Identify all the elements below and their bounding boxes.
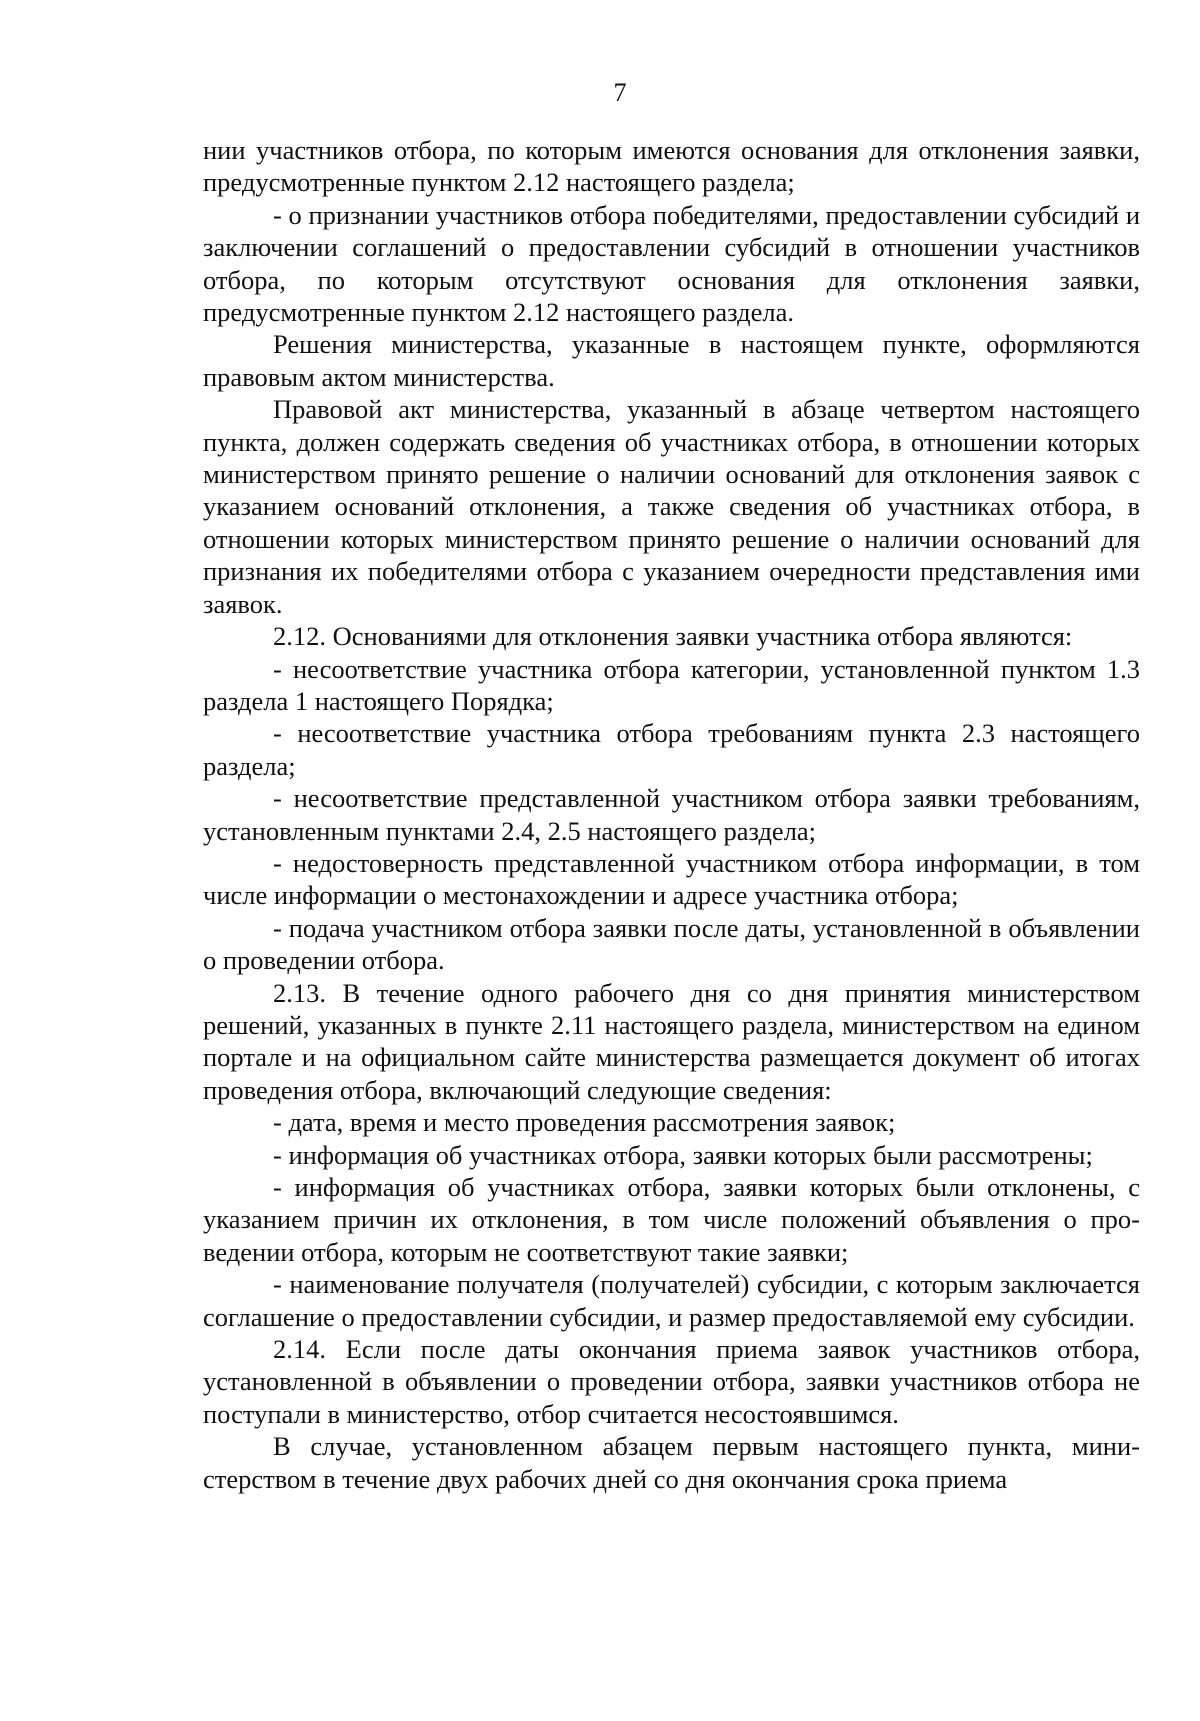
paragraph: - несоответствие участника отбора требованиям пункта 2.3 настоящего раздела; [203, 718, 1140, 781]
paragraph: нии участников отбора, по которым имеются основания для отклонения заявки, предусмотренные пунктом 2.12 настоящего раздела; [203, 135, 1140, 198]
paragraph: Решения министерства, указанные в настоящем пункте, оформляются правовым актом министерства. [203, 329, 1140, 392]
paragraph: Правовой акт министерства, указанный в абзаце четвертом настоящего пункта, должен содержать сведения об участниках отбора, в отношении которых министерством принято решение о наличии оснований для отклонения заявок с указанием оснований отклонения, а также сведения об участниках отбора, в отношении которых министерством принято решение о наличии оснований для признания их победителями отбора с указанием очередности представления ими заявок. [203, 394, 1140, 619]
paragraph: 2.14. Если после даты окончания приема заявок участников отбора, установленной в объявлении о проведении отбора, заявки участников отбора не поступали в министерство, отбор считается несостоявшимся. [203, 1334, 1140, 1429]
paragraph: - недостоверность представленной участником отбора информации, в том числе информации о местонахождении и адресе участника отбора; [203, 847, 1140, 911]
paragraph: 2.12. Основаниями для отклонения заявки участника отбора являются: [273, 621, 1073, 652]
paragraph: - несоответствие представленной участником отбора заявки требованиям, установленным пунктами 2.4, 2.5 настоящего раздела; [203, 783, 1140, 846]
paragraph: - о признании участников отбора победителями, предоставлении субсидий и заключении соглашений о предоставлении субсидий в отношении участников отбора, по которым отсутствуют основания для отклонения заявки, предусмотренные пунктом 2.12 настоящего раздела. [203, 199, 1140, 328]
page-number: 7 [613, 78, 627, 107]
paragraph: - дата, время и место проведения рассмотрения заявок; [273, 1107, 896, 1138]
paragraph: - подача участником отбора заявки после даты, установленной в объявлении о проведении отбора. [203, 912, 1140, 976]
paragraph: В случае, установленном абзацем первым настоящего пункта, министерством в течение двух рабочих дней со дня окончания срока приема [203, 1431, 1140, 1494]
paragraph: - информация об участниках отбора, заявки которых были отклонены, с указанием причин их отклонения, в том числе положений объявления о проведении отбора, которым не соответствуют такие заявки; [203, 1172, 1140, 1267]
paragraph: 2.13. В течение одного рабочего дня со дня принятия министерством решений, указанных в пункте 2.11 настоящего раздела, министерством на едином портале и на официальном сайте министерства размещается документ об итогах проведения отбора, включающий следующие сведения: [203, 977, 1140, 1105]
paragraph: - несоответствие участника отбора категории, установленной пунктом 1.3 раздела 1 настоящего Порядка; [203, 653, 1140, 716]
paragraph: - информация об участниках отбора, заявки которых были рассмотрены; [273, 1139, 1093, 1170]
paragraph: - наименование получателя (получателей) субсидии, с которым заключается соглашение о предоставлении субсидии, и размер предоставляемой ему субсидии. [203, 1269, 1140, 1332]
document-body [203, 134, 1140, 1495]
